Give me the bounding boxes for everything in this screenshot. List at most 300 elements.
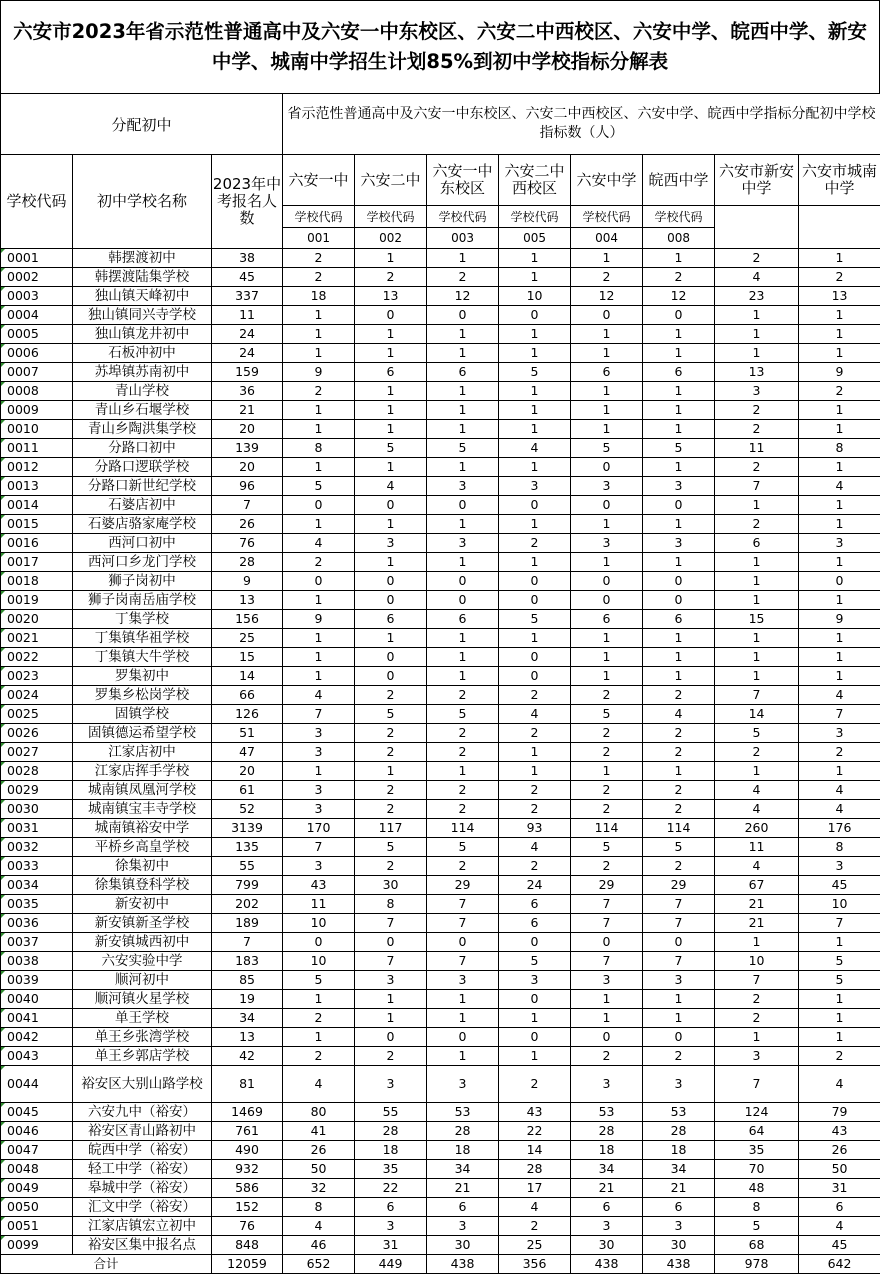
- quota-cell: 1: [355, 458, 427, 477]
- quota-cell: 3: [283, 800, 355, 819]
- quota-cell: 2: [715, 401, 799, 420]
- registration-count-cell: 139: [212, 439, 283, 458]
- school-code-cell: 0011: [1, 439, 73, 458]
- quota-cell: 6: [571, 363, 643, 382]
- table-row: [1, 534, 880, 553]
- table-row: [1, 572, 880, 591]
- quota-cell: 2: [355, 686, 427, 705]
- quota-cell: 1: [799, 306, 880, 325]
- school-name-cell: 狮子岗南岳庙学校: [73, 591, 212, 610]
- quota-cell: 0: [643, 496, 715, 515]
- quota-cell: 12: [427, 287, 499, 306]
- alloc-description: 省示范性普通高中及六安一中东校区、六安二中西校区、六安中学、皖西中学指标分配初中学校指标数（人）: [283, 94, 880, 155]
- quota-cell: 176: [799, 819, 880, 838]
- table-row: [1, 952, 880, 971]
- quota-cell: 2: [499, 686, 571, 705]
- quota-cell: 1: [499, 268, 571, 287]
- quota-cell: 1: [643, 458, 715, 477]
- quota-cell: 1: [571, 515, 643, 534]
- quota-cell: 11: [715, 838, 799, 857]
- quota-cell: 1: [799, 249, 880, 268]
- school-code-cell: 0025: [1, 705, 73, 724]
- quota-cell: 2: [427, 781, 499, 800]
- quota-cell: 4: [283, 686, 355, 705]
- quota-cell: 3: [427, 1066, 499, 1103]
- quota-cell: 1: [715, 629, 799, 648]
- quota-cell: 1: [355, 401, 427, 420]
- quota-cell: 3: [571, 534, 643, 553]
- registration-count-cell: 135: [212, 838, 283, 857]
- quota-cell: 1: [799, 1028, 880, 1047]
- school-code-cell: 0033: [1, 857, 73, 876]
- quota-cell: 5: [799, 952, 880, 971]
- quota-cell: 1: [715, 762, 799, 781]
- quota-cell: 114: [571, 819, 643, 838]
- quota-cell: 2: [799, 743, 880, 762]
- quota-cell: 32: [283, 1179, 355, 1198]
- school-name-cell: 西河口乡龙门学校: [73, 553, 212, 572]
- quota-cell: 2: [715, 420, 799, 439]
- table-row: [1, 1141, 880, 1160]
- school-code-cell: 0010: [1, 420, 73, 439]
- school-name-cell: 徐集初中: [73, 857, 212, 876]
- quota-cell: 0: [571, 458, 643, 477]
- school-code: 005: [499, 228, 571, 249]
- quota-cell: 4: [499, 1198, 571, 1217]
- quota-cell: 1: [283, 344, 355, 363]
- quota-cell: 4: [799, 1217, 880, 1236]
- quota-cell: 2: [571, 743, 643, 762]
- registration-count-cell: 24: [212, 344, 283, 363]
- quota-cell: 1: [571, 325, 643, 344]
- registration-count-cell: 14: [212, 667, 283, 686]
- alloc-header: 分配初中: [1, 94, 283, 155]
- quota-cell: 0: [499, 667, 571, 686]
- quota-cell: 25: [499, 1236, 571, 1255]
- quota-cell: 1: [799, 515, 880, 534]
- school-code-caption: 学校代码: [427, 206, 499, 228]
- quota-cell: 1: [571, 1009, 643, 1028]
- quota-cell: 1: [427, 1009, 499, 1028]
- quota-cell: 0: [427, 1028, 499, 1047]
- registration-count-cell: 76: [212, 1217, 283, 1236]
- quota-cell: 1: [571, 249, 643, 268]
- quota-cell: 1: [427, 249, 499, 268]
- school-code-cell: 0036: [1, 914, 73, 933]
- quota-cell: 55: [355, 1103, 427, 1122]
- table-row: [1, 401, 880, 420]
- quota-cell: 12: [571, 287, 643, 306]
- quota-cell: 5: [427, 439, 499, 458]
- quota-cell: 18: [283, 287, 355, 306]
- registration-count-cell: 799: [212, 876, 283, 895]
- registration-count-cell: 152: [212, 1198, 283, 1217]
- quota-cell: 1: [643, 667, 715, 686]
- quota-cell: 1: [427, 401, 499, 420]
- quota-cell: 1: [283, 629, 355, 648]
- quota-cell: 1: [355, 629, 427, 648]
- table-row: [1, 914, 880, 933]
- quota-cell: 4: [799, 781, 880, 800]
- quota-cell: 1: [499, 458, 571, 477]
- quota-cell: 1: [643, 515, 715, 534]
- quota-cell: 10: [499, 287, 571, 306]
- quota-cell: 2: [283, 268, 355, 287]
- quota-cell: 7: [283, 838, 355, 857]
- quota-cell: 2: [427, 268, 499, 287]
- school-code-cell: 0007: [1, 363, 73, 382]
- quota-cell: 3: [571, 477, 643, 496]
- school-name-cell: 裕安区大别山路学校: [73, 1066, 212, 1103]
- school-code-cell: 0008: [1, 382, 73, 401]
- quota-cell: 1: [643, 553, 715, 572]
- quota-cell: 31: [799, 1179, 880, 1198]
- registration-count-cell: 25: [212, 629, 283, 648]
- registration-count-cell: 66: [212, 686, 283, 705]
- school-code-cell: 0004: [1, 306, 73, 325]
- quota-cell: 11: [283, 895, 355, 914]
- table-row: [1, 743, 880, 762]
- quota-cell: 2: [283, 553, 355, 572]
- quota-cell: 1: [643, 629, 715, 648]
- table-row: [1, 686, 880, 705]
- quota-cell: 2: [427, 686, 499, 705]
- quota-cell: 1: [427, 553, 499, 572]
- table-row: [1, 268, 880, 287]
- registration-count-cell: 189: [212, 914, 283, 933]
- school-code-empty: [799, 206, 880, 249]
- quota-cell: 18: [643, 1141, 715, 1160]
- registration-count-cell: 21: [212, 401, 283, 420]
- quota-cell: 48: [715, 1179, 799, 1198]
- quota-cell: 5: [571, 838, 643, 857]
- quota-cell: 1: [799, 1009, 880, 1028]
- quota-cell: 3: [427, 477, 499, 496]
- school-code-cell: 0012: [1, 458, 73, 477]
- quota-cell: 80: [283, 1103, 355, 1122]
- quota-cell: 68: [715, 1236, 799, 1255]
- school-code-cell: 0006: [1, 344, 73, 363]
- school-code-caption: 学校代码: [355, 206, 427, 228]
- quota-cell: 30: [643, 1236, 715, 1255]
- school-code-cell: 0027: [1, 743, 73, 762]
- school-name-cell: 徐集镇登科学校: [73, 876, 212, 895]
- quota-cell: 0: [499, 933, 571, 952]
- table-row: [1, 1217, 880, 1236]
- quota-cell: 2: [643, 857, 715, 876]
- quota-cell: 64: [715, 1122, 799, 1141]
- school-name-cell: 皋城中学（裕安）: [73, 1179, 212, 1198]
- school-name-cell: 韩摆渡初中: [73, 249, 212, 268]
- school-code-cell: 0020: [1, 610, 73, 629]
- quota-cell: 1: [799, 667, 880, 686]
- quota-cell: 0: [571, 496, 643, 515]
- quota-cell: 1: [355, 1009, 427, 1028]
- quota-cell: 34: [643, 1160, 715, 1179]
- school-header: 六安中学: [571, 155, 643, 206]
- quota-cell: 3: [643, 1217, 715, 1236]
- quota-cell: 1: [715, 344, 799, 363]
- quota-cell: 3: [499, 477, 571, 496]
- quota-cell: 1: [427, 458, 499, 477]
- school-code-caption: 学校代码: [283, 206, 355, 228]
- total-quota-cell: 438: [643, 1255, 715, 1274]
- school-name-cell: 六安实验中学: [73, 952, 212, 971]
- quota-cell: 8: [283, 1198, 355, 1217]
- quota-cell: 0: [571, 306, 643, 325]
- school-name-cell: 江家店镇宏立初中: [73, 1217, 212, 1236]
- quota-cell: 3: [283, 781, 355, 800]
- quota-cell: 6: [643, 363, 715, 382]
- quota-cell: 2: [643, 724, 715, 743]
- table-row: [1, 306, 880, 325]
- school-code-cell: 0013: [1, 477, 73, 496]
- quota-cell: 1: [427, 667, 499, 686]
- quota-cell: 14: [499, 1141, 571, 1160]
- quota-cell: 1: [643, 249, 715, 268]
- school-name-cell: 单王乡郭店学校: [73, 1047, 212, 1066]
- quota-cell: 5: [499, 610, 571, 629]
- table-row: [1, 363, 880, 382]
- quota-cell: 6: [571, 1198, 643, 1217]
- quota-cell: 117: [355, 819, 427, 838]
- registration-count-cell: 1469: [212, 1103, 283, 1122]
- school-name-cell: 六安九中（裕安）: [73, 1103, 212, 1122]
- total-row: [1, 1255, 880, 1274]
- quota-cell: 2: [499, 781, 571, 800]
- registration-count-cell: 761: [212, 1122, 283, 1141]
- table-row: [1, 800, 880, 819]
- quota-cell: 2: [355, 857, 427, 876]
- quota-cell: 0: [355, 933, 427, 952]
- quota-cell: 0: [355, 648, 427, 667]
- school-name-cell: 顺河初中: [73, 971, 212, 990]
- quota-cell: 1: [799, 553, 880, 572]
- table-row: [1, 610, 880, 629]
- quota-cell: 1: [715, 306, 799, 325]
- school-code-cell: 0030: [1, 800, 73, 819]
- quota-cell: 0: [499, 591, 571, 610]
- quota-cell: 7: [643, 952, 715, 971]
- school-name-cell: 罗集乡松岗学校: [73, 686, 212, 705]
- quota-cell: 0: [355, 572, 427, 591]
- school-name-cell: 城南镇裕安中学: [73, 819, 212, 838]
- quota-cell: 1: [499, 325, 571, 344]
- quota-cell: 7: [283, 705, 355, 724]
- quota-cell: 2: [715, 515, 799, 534]
- quota-cell: 2: [643, 800, 715, 819]
- quota-cell: 0: [427, 496, 499, 515]
- quota-cell: 2: [643, 268, 715, 287]
- table-row: [1, 344, 880, 363]
- registration-count-cell: 13: [212, 591, 283, 610]
- quota-cell: 7: [715, 686, 799, 705]
- quota-cell: 4: [799, 800, 880, 819]
- quota-cell: 21: [715, 895, 799, 914]
- school-name-cell: 新安镇新圣学校: [73, 914, 212, 933]
- quota-cell: 2: [355, 268, 427, 287]
- school-name-cell: 韩摆渡陆集学校: [73, 268, 212, 287]
- school-name-cell: 顺河镇火星学校: [73, 990, 212, 1009]
- quota-cell: 10: [283, 952, 355, 971]
- quota-cell: 1: [499, 344, 571, 363]
- school-header: 六安一中东校区: [427, 155, 499, 206]
- quota-cell: 5: [427, 705, 499, 724]
- quota-cell: 43: [799, 1122, 880, 1141]
- quota-cell: 7: [715, 477, 799, 496]
- quota-cell: 8: [799, 439, 880, 458]
- quota-cell: 1: [799, 458, 880, 477]
- school-name-cell: 单王乡张湾学校: [73, 1028, 212, 1047]
- school-name-cell: 固镇学校: [73, 705, 212, 724]
- school-code-cell: 0009: [1, 401, 73, 420]
- school-name-cell: 汇文中学（裕安）: [73, 1198, 212, 1217]
- quota-cell: 2: [571, 268, 643, 287]
- quota-cell: 2: [799, 1047, 880, 1066]
- quota-cell: 1: [643, 420, 715, 439]
- quota-cell: 2: [355, 724, 427, 743]
- table-row: [1, 705, 880, 724]
- quota-cell: 5: [571, 439, 643, 458]
- quota-cell: 1: [715, 648, 799, 667]
- school-name-cell: 青山乡石堰学校: [73, 401, 212, 420]
- quota-cell: 3: [571, 971, 643, 990]
- total-quota-cell: 449: [355, 1255, 427, 1274]
- quota-cell: 0: [499, 648, 571, 667]
- quota-cell: 1: [283, 667, 355, 686]
- quota-cell: 6: [643, 610, 715, 629]
- quota-cell: 1: [499, 1009, 571, 1028]
- registration-count-cell: 159: [212, 363, 283, 382]
- school-name-cell: 石板冲初中: [73, 344, 212, 363]
- table-row: [1, 781, 880, 800]
- school-code-cell: 0049: [1, 1179, 73, 1198]
- quota-cell: 5: [571, 705, 643, 724]
- quota-cell: 21: [643, 1179, 715, 1198]
- quota-cell: 0: [427, 591, 499, 610]
- quota-cell: 0: [571, 591, 643, 610]
- table-row: [1, 1198, 880, 1217]
- quota-cell: 3: [355, 971, 427, 990]
- registration-count-cell: 183: [212, 952, 283, 971]
- quota-cell: 0: [643, 1028, 715, 1047]
- quota-cell: 93: [499, 819, 571, 838]
- quota-cell: 1: [427, 515, 499, 534]
- school-code-cell: 0029: [1, 781, 73, 800]
- table-row: [1, 629, 880, 648]
- total-quota-cell: 652: [283, 1255, 355, 1274]
- school-name-cell: 裕安区集中报名点: [73, 1236, 212, 1255]
- quota-cell: 28: [355, 1122, 427, 1141]
- quota-cell: 1: [283, 401, 355, 420]
- quota-cell: 1: [283, 306, 355, 325]
- school-code: 003: [427, 228, 499, 249]
- quota-cell: 2: [571, 724, 643, 743]
- quota-cell: 1: [643, 990, 715, 1009]
- table-row: [1, 1103, 880, 1122]
- quota-cell: 6: [799, 1198, 880, 1217]
- quota-cell: 1: [799, 990, 880, 1009]
- total-label: 合计: [1, 1255, 212, 1274]
- school-code-caption: 学校代码: [571, 206, 643, 228]
- total-quota-cell: 642: [799, 1255, 880, 1274]
- table-row: [1, 1066, 880, 1103]
- table-row: [1, 591, 880, 610]
- school-name-cell: 城南镇凤凰河学校: [73, 781, 212, 800]
- quota-cell: 7: [427, 914, 499, 933]
- quota-cell: 1: [355, 762, 427, 781]
- quota-cell: 7: [355, 914, 427, 933]
- table-row: [1, 933, 880, 952]
- quota-cell: 5: [355, 439, 427, 458]
- registration-count-cell: 932: [212, 1160, 283, 1179]
- quota-cell: 3: [799, 724, 880, 743]
- quota-cell: 7: [355, 952, 427, 971]
- quota-cell: 0: [643, 933, 715, 952]
- quota-cell: 1: [571, 990, 643, 1009]
- school-code-cell: 0028: [1, 762, 73, 781]
- table-row: [1, 667, 880, 686]
- quota-cell: 1: [355, 382, 427, 401]
- registration-count-cell: 26: [212, 515, 283, 534]
- quota-cell: 0: [499, 990, 571, 1009]
- quota-cell: 8: [283, 439, 355, 458]
- school-name-cell: 平桥乡高皇学校: [73, 838, 212, 857]
- quota-cell: 9: [799, 610, 880, 629]
- quota-cell: 1: [715, 325, 799, 344]
- school-header: 六安一中: [283, 155, 355, 206]
- school-name-cell: 丁集学校: [73, 610, 212, 629]
- table-row: [1, 325, 880, 344]
- school-code-cell: 0042: [1, 1028, 73, 1047]
- school-code-cell: 0001: [1, 249, 73, 268]
- quota-cell: 0: [571, 933, 643, 952]
- school-code-cell: 0040: [1, 990, 73, 1009]
- total-quota-cell: 356: [499, 1255, 571, 1274]
- quota-cell: 1: [799, 420, 880, 439]
- school-name-cell: 新安镇城西初中: [73, 933, 212, 952]
- quota-cell: 30: [355, 876, 427, 895]
- quota-cell: 5: [427, 838, 499, 857]
- quota-cell: 1: [571, 382, 643, 401]
- school-code-cell: 0017: [1, 553, 73, 572]
- quota-cell: 0: [355, 591, 427, 610]
- quota-cell: 29: [571, 876, 643, 895]
- quota-cell: 3: [715, 382, 799, 401]
- quota-cell: 7: [571, 895, 643, 914]
- quota-cell: 0: [283, 496, 355, 515]
- school-name-cell: 独山镇天峰初中: [73, 287, 212, 306]
- quota-cell: 2: [715, 249, 799, 268]
- quota-cell: 5: [799, 971, 880, 990]
- school-name-cell: 丁集镇大牛学校: [73, 648, 212, 667]
- school-name-cell: 丁集镇华祖学校: [73, 629, 212, 648]
- quota-cell: 0: [427, 933, 499, 952]
- quota-cell: 2: [427, 800, 499, 819]
- quota-cell: 2: [799, 268, 880, 287]
- quota-cell: 12: [643, 287, 715, 306]
- quota-cell: 2: [427, 724, 499, 743]
- quota-cell: 1: [427, 762, 499, 781]
- school-code-cell: 0043: [1, 1047, 73, 1066]
- quota-cell: 1: [499, 401, 571, 420]
- quota-cell: 3: [571, 1066, 643, 1103]
- quota-cell: 1: [355, 420, 427, 439]
- table-row: [1, 876, 880, 895]
- quota-cell: 2: [715, 458, 799, 477]
- quota-cell: 1: [799, 401, 880, 420]
- quota-cell: 1: [799, 933, 880, 952]
